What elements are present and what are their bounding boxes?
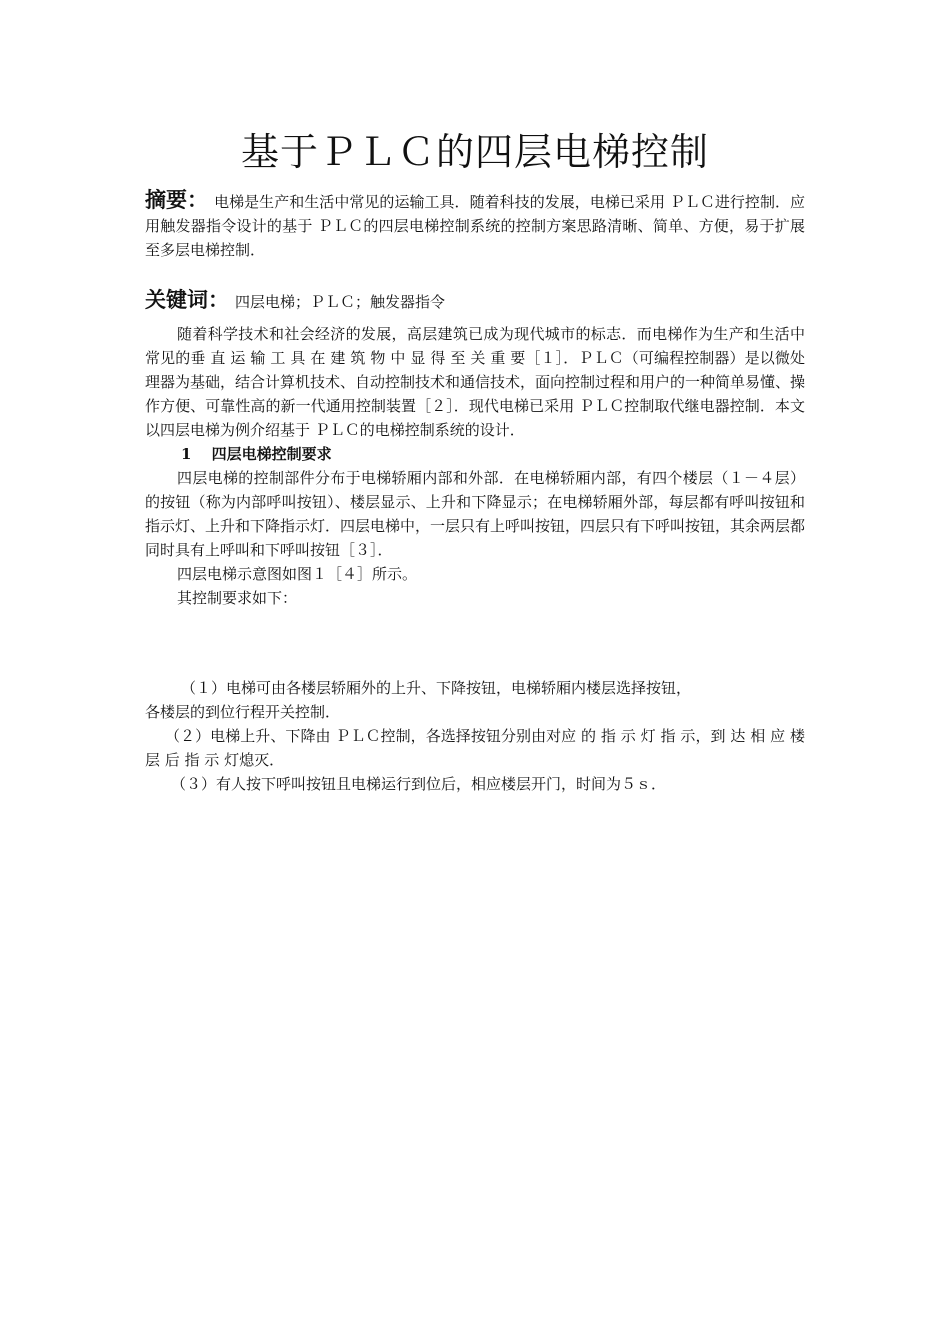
keywords	[145, 288, 805, 314]
keywords-label: 关键词：	[145, 288, 229, 312]
requirement-3: （３）有人按下呼叫按钮且电梯运行到位后，相应楼层开门，时间为５ｓ．	[171, 775, 667, 793]
requirements-intro: 其控制要求如下：	[177, 589, 298, 607]
abstract	[145, 188, 805, 262]
document-title: 基于ＰＬＣ的四层电梯控制	[240, 130, 709, 174]
body-text	[145, 322, 805, 610]
abstract-label: 摘要：	[145, 188, 209, 212]
figure-reference: 四层电梯示意图如图１［４］所示。	[177, 565, 418, 583]
requirement-1-line-2: 各楼层的到位行程开关控制．	[145, 703, 341, 721]
section-heading: 1 四层电梯控制要求	[181, 445, 332, 463]
section-paragraph: 四层电梯的控制部件分布于电梯轿厢内部和外部．在电梯轿厢内部，有四个楼层（１－４层）的按钮（称为内部呼叫按钮）、楼层显示、上升和下降显示；在电梯轿厢外部，每层都有呼叫按钮和指示灯、上升和下降指示灯．四层电梯中，一层只有上呼叫按钮，四层只有下呼叫按钮，其余两层都同时具有上呼叫和下呼叫按钮［３］．	[145, 469, 806, 559]
requirement-2: （２）电梯上升、下降由 ＰＬＣ控制，各选择按钮分别由对应 的 指 示 灯 指 示，到 达 相 应 楼 层 后 指 示 灯熄灭．	[145, 727, 805, 769]
requirement-1-line-1: （１）电梯可由各楼层轿厢外的上升、下降按钮，电梯轿厢内楼层选择按钮，	[181, 679, 692, 697]
keywords-text: 四层电梯；ＰＬＣ；触发器指令	[235, 293, 446, 311]
intro-paragraph: 随着科学技术和社会经济的发展，高层建筑已成为现代城市的标志．而电梯作为生产和生活中常见的垂 直 运 输 工 具 在 建 筑 物 中 显 得 至 关 重 要［１］．ＰＬＣ（可编程控制器）是以微处理器为基础，结合计算机技术、自动控制技术和通信技术，面向控制过程和用户的一种简单易懂、操作方便、可靠性高的新一代通用控制装置［２］．现代电梯已采用 ＰＬＣ控制取代继电器控制．本文以四层电梯为例介绍基于 ＰＬＣ的电梯控制系统的设计．	[145, 325, 806, 439]
requirements-list	[145, 676, 805, 796]
abstract-text: 电梯是生产和生活中常见的运输工具．随着科技的发展，电梯已采用 ＰＬＣ进行控制．应用触发器指令设计的基于 ＰＬＣ的四层电梯控制系统的控制方案思路清晰、简单、方便，易于扩展至多层电梯控制．	[145, 193, 805, 259]
